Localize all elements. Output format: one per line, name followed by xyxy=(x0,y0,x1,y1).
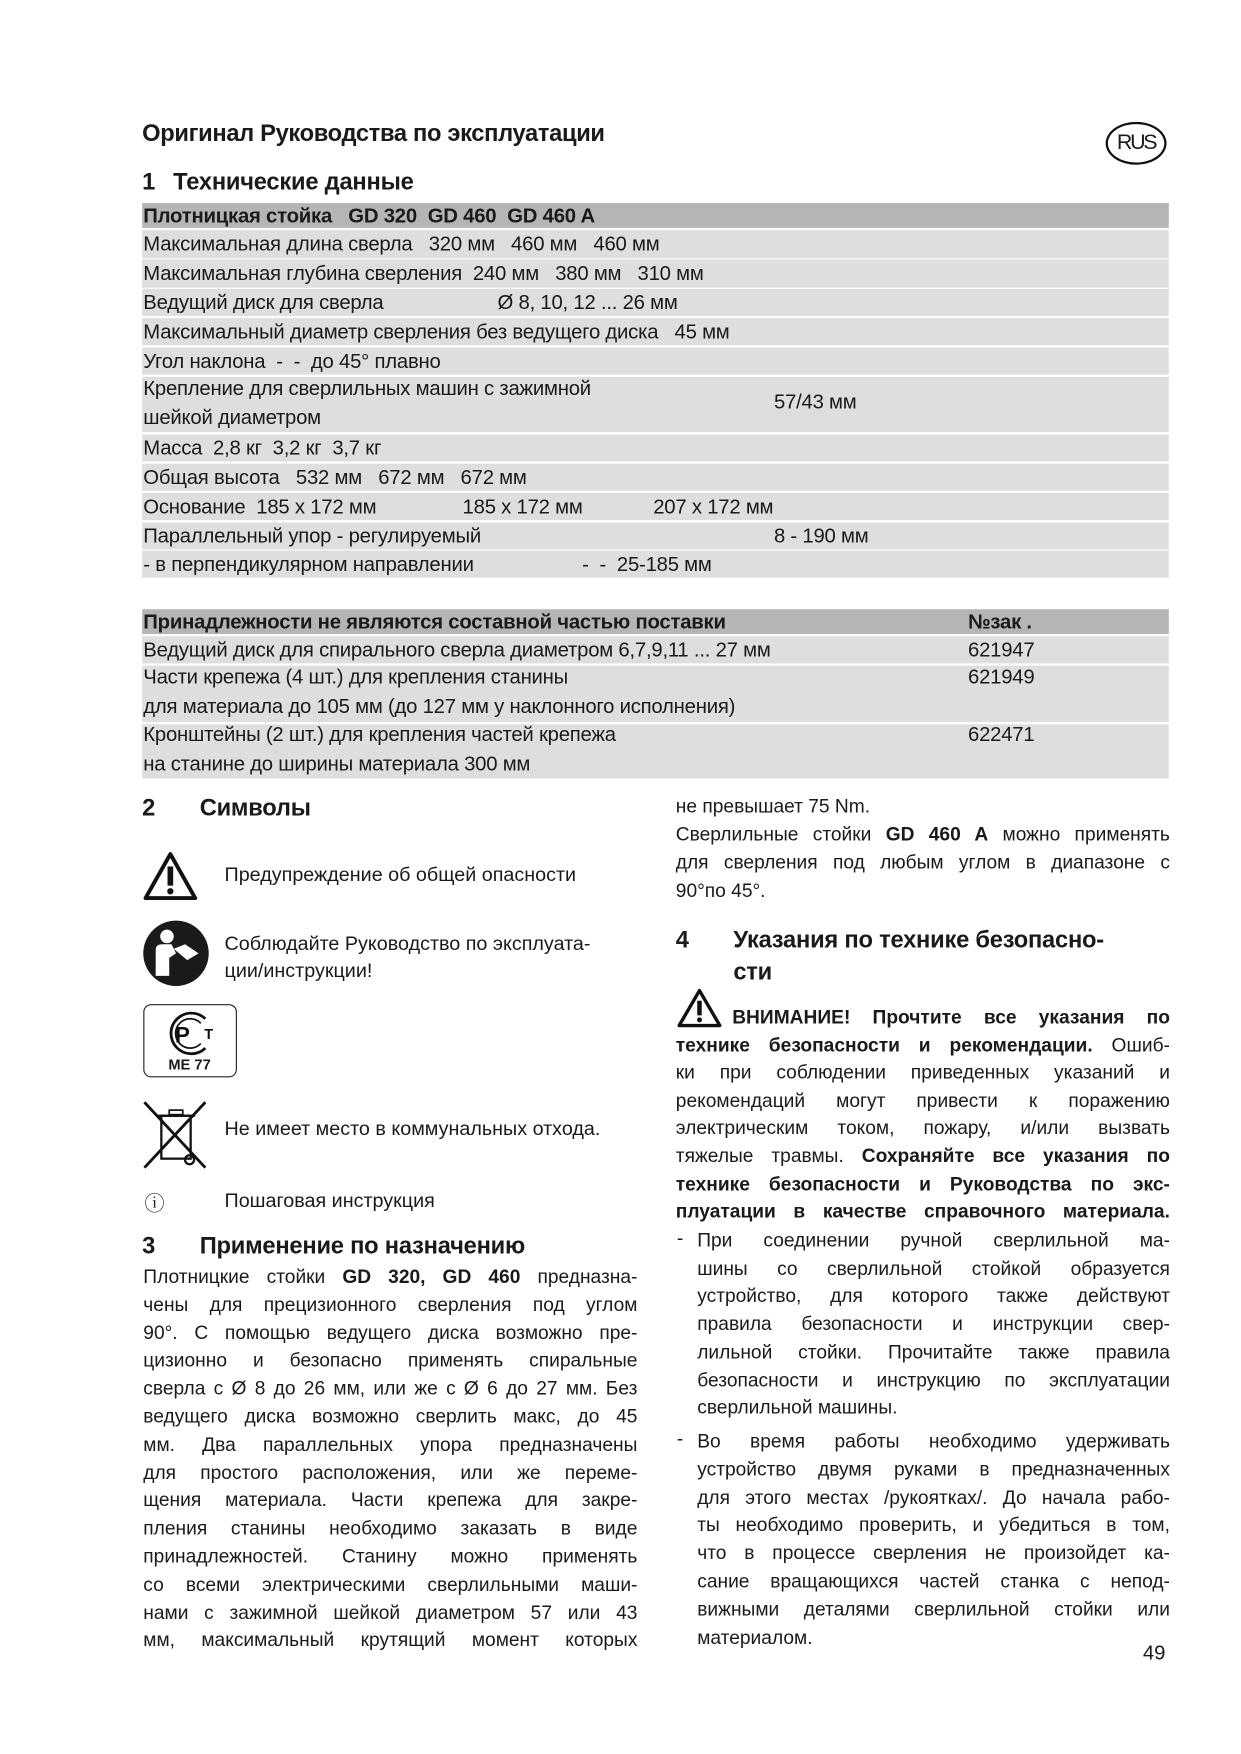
section-2-heading xyxy=(142,795,311,822)
section-number: 2 xyxy=(142,795,156,822)
header-cell: Плотницкая стойка GD 320 GD 460 GD 460 A xyxy=(143,204,595,227)
bold-text: Сохраняйте все указания по xyxy=(861,1145,1170,1167)
svg-text:T: T xyxy=(204,1027,214,1044)
text: 90°по 45°. xyxy=(675,879,766,902)
cell: Ведущий диск для сверла xyxy=(143,291,384,314)
table-row xyxy=(142,289,1169,316)
text-line xyxy=(697,1512,1170,1539)
text-line xyxy=(143,1292,637,1319)
text-line xyxy=(676,821,1170,848)
cell: на станине до ширины материала 300 мм xyxy=(143,752,531,776)
text-line xyxy=(697,1624,1170,1651)
text: Плотницкие стойки xyxy=(143,1265,343,1288)
symbol-text: Предупреждение об общей опасности xyxy=(224,863,577,886)
cell: Ø 8, 10, 12 ... 26 мм xyxy=(497,291,678,314)
text: чены для прецизионного сверления под углом xyxy=(143,1293,638,1316)
text: безопасности и инструкцию по эксплуатации xyxy=(697,1369,1170,1391)
order-number: 622471 xyxy=(967,723,1035,746)
text: для простого расположения, или же переме- xyxy=(143,1461,638,1484)
section-number: 4 xyxy=(675,927,689,954)
text-line xyxy=(697,1456,1170,1483)
document-title: Оригинал Руководства по эксплуатации xyxy=(142,120,605,147)
bold-text: GD 460 A xyxy=(885,823,989,846)
text: устройство двумя руками в предназначенных xyxy=(697,1458,1170,1480)
cell: 8 - 190 мм xyxy=(773,524,869,548)
tech-table-header xyxy=(142,203,1169,228)
table-row xyxy=(142,636,1169,663)
symbol-text: Пошаговая инструкция xyxy=(224,1189,435,1212)
text: пления станины необходимо заказать в виде xyxy=(143,1517,638,1540)
table-row xyxy=(142,551,1169,578)
text-line xyxy=(676,1143,1170,1170)
text-line xyxy=(676,1171,1170,1198)
cell: Ведущий диск для спирального сверла диаметром 6,7,9,11 ... 27 мм xyxy=(143,638,771,662)
text-line xyxy=(676,878,1170,905)
text-line xyxy=(676,1198,1170,1225)
text-line xyxy=(143,1459,637,1486)
text-line xyxy=(732,1004,1170,1031)
text-line xyxy=(143,1543,637,1570)
text-line xyxy=(143,1627,637,1654)
section-title: Указания по технике безопасно- xyxy=(733,927,1104,954)
text: ки при соблюдении приведенных указаний и xyxy=(675,1061,1170,1084)
cell: 57/43 мм xyxy=(773,390,857,413)
pct-logo-icon xyxy=(160,1010,223,1057)
cell: Кронштейны (2 шт.) для крепления частей крепежа xyxy=(143,723,616,746)
read-manual-icon xyxy=(142,919,210,987)
text-line xyxy=(697,1227,1170,1254)
cell: Общая высота 532 мм 672 мм 672 мм xyxy=(143,465,527,489)
cell: шейкой диаметром xyxy=(143,406,321,429)
cell: Основание 185 x 172 мм xyxy=(143,495,377,518)
text-line xyxy=(697,1395,1170,1422)
header-cell: №зак . xyxy=(967,610,1032,633)
warning-triangle-icon xyxy=(676,988,723,1029)
bold-text: GD 320, GD 460 xyxy=(342,1265,521,1288)
cell: Угол наклона - - до 45° плавно xyxy=(143,349,441,373)
text-line xyxy=(143,1515,637,1542)
text: рекомендаций могут привести к поражению xyxy=(675,1089,1170,1112)
text: для этого местах /рукоятках/. До начала рабо- xyxy=(697,1486,1170,1508)
text-line xyxy=(697,1367,1170,1394)
text-line xyxy=(143,1264,637,1291)
text: со всеми электрическими сверлильными маши- xyxy=(143,1573,638,1596)
text-line xyxy=(143,1375,637,1402)
svg-text:P: P xyxy=(174,1022,190,1048)
cell: 207 x 172 мм xyxy=(653,495,774,518)
text-line xyxy=(676,1060,1170,1087)
text: правила безопасности и инструкции свер- xyxy=(697,1313,1170,1335)
cell: Максимальная глубина сверления 240 мм 380 мм 310 мм xyxy=(143,261,704,285)
text: При соединении ручной сверлильной ма- xyxy=(697,1229,1170,1252)
language-badge: RUS xyxy=(1106,122,1167,165)
text: сверла с Ø 8 до 26 мм, или же с Ø 6 до 27 мм. Без xyxy=(143,1377,638,1400)
text-line xyxy=(143,1599,637,1626)
text-line xyxy=(697,1428,1170,1455)
cell: Параллельный упор - регулируемый xyxy=(143,524,481,548)
text: для сверления под любым углом в диапазоне с xyxy=(675,851,1170,874)
text-line xyxy=(697,1540,1170,1567)
symbol-text: Не имеет место в коммунальных отхода. xyxy=(224,1116,601,1140)
text-line xyxy=(697,1339,1170,1366)
table-row xyxy=(142,493,1169,520)
text-line: Соблюдайте Руководство по эксплуата- xyxy=(224,931,591,955)
table-row xyxy=(142,259,1169,287)
cell: Крепление для сверлильных машин с зажимной xyxy=(143,376,591,400)
table-row xyxy=(142,464,1169,491)
text: ведущего диска возможно сверлить макс, до 45 xyxy=(143,1405,638,1428)
text-line xyxy=(676,1087,1170,1114)
text: предназна- xyxy=(520,1265,638,1288)
accessories-table-header xyxy=(142,609,1169,634)
text: мм, максимальный крутящий момент которых xyxy=(143,1629,638,1651)
text-line xyxy=(697,1596,1170,1623)
cell: 185 x 172 мм xyxy=(462,495,583,518)
text: вижными деталями сверлильной стойки или xyxy=(697,1598,1170,1620)
info-icon: ⓘ xyxy=(144,1192,165,1216)
cell: Максимальный диаметр сверления без ведущего диска 45 мм xyxy=(143,320,730,343)
cell: Максимальная длина сверла 320 мм 460 мм 460 мм xyxy=(143,232,660,255)
text: Ошиб- xyxy=(1092,1034,1170,1056)
text-line xyxy=(143,1431,637,1458)
table-row xyxy=(142,230,1169,258)
text: щения материала. Части крепежа для закре- xyxy=(143,1489,638,1512)
section-3-heading xyxy=(142,1233,526,1260)
pct-certification-mark xyxy=(143,1004,237,1077)
text: устройство, для которого также действуют xyxy=(697,1285,1170,1307)
section-title: Применение по назначению xyxy=(199,1233,526,1260)
text: ты необходимо проверить, и убедиться в том, xyxy=(697,1514,1170,1536)
text: сание вращающихся частей станка с непод- xyxy=(697,1570,1170,1592)
text: Во время работы необходимо удерживать xyxy=(697,1430,1170,1452)
section-title: Символы xyxy=(199,795,311,822)
cell: Масса 2,8 кг 3,2 кг 3,7 кг xyxy=(143,436,382,460)
text-line xyxy=(143,1571,637,1598)
warning-triangle-icon xyxy=(142,851,198,903)
section-title: Технические данные xyxy=(173,169,414,196)
text: мм. Два параллельных упора предназначены xyxy=(143,1433,638,1456)
bold-text: технике безопасности и Руководства по экс- xyxy=(675,1172,1170,1195)
table-row xyxy=(142,318,1169,345)
section-4-heading xyxy=(675,925,1104,985)
text-line xyxy=(676,850,1170,877)
text: электрическим током, пожару, и/или вызвать xyxy=(675,1117,1170,1139)
table-row xyxy=(142,434,1169,461)
text: 90°. С помощью ведущего диска возможно пре- xyxy=(143,1321,638,1344)
text-line xyxy=(697,1568,1170,1595)
text-line xyxy=(143,1487,637,1514)
text-line: ции/инструкции! xyxy=(224,958,373,982)
crossed-bin-icon xyxy=(142,1100,207,1170)
table-row xyxy=(142,377,1169,432)
text-line xyxy=(143,1348,637,1375)
bold-text: технике безопасности и рекомендации. xyxy=(675,1034,1093,1056)
text-line xyxy=(143,1403,637,1430)
text: лильной стойки. Прочитайте также правила xyxy=(697,1341,1170,1363)
section-number: 1 xyxy=(142,169,156,196)
text: тяжелые травмы. xyxy=(675,1145,862,1167)
symbol-text xyxy=(225,930,591,984)
section-title: сти xyxy=(733,958,773,985)
cell: - в перпендикулярном направлении xyxy=(143,552,474,576)
text: нами с зажимной шейкой диаметром 57 или 43 xyxy=(143,1601,638,1624)
text-line xyxy=(697,1283,1170,1310)
text: материалом. xyxy=(697,1626,813,1648)
bullet: - xyxy=(676,1428,684,1450)
text: принадлежностей. Станину можно применять xyxy=(143,1545,638,1568)
text: Сверлильные стойки xyxy=(675,823,886,846)
text-line xyxy=(676,1115,1170,1142)
order-number: 621949 xyxy=(967,665,1035,689)
bold-text: ВНИМАНИЕ! Прочтите все указания по xyxy=(732,1006,1170,1028)
table-row xyxy=(142,522,1169,549)
text: не превышает 75 Nm. xyxy=(675,795,871,817)
bullet: - xyxy=(676,1227,684,1249)
text: можно применять xyxy=(988,823,1170,846)
bold-text: плуатации в качестве справочного материала. xyxy=(675,1200,1170,1223)
text-line xyxy=(143,1320,637,1347)
cell: - - 25-185 мм xyxy=(582,552,712,576)
table-row xyxy=(142,347,1169,374)
text-line xyxy=(676,1032,1170,1059)
text: цизионно и безопасно применять спиральные xyxy=(143,1349,638,1372)
text: шины со сверлильной стойкой образуется xyxy=(697,1257,1170,1280)
table-row xyxy=(142,666,1169,722)
text: сверлильной машины. xyxy=(697,1396,898,1419)
section-1-heading xyxy=(142,169,413,196)
order-number: 621947 xyxy=(967,638,1035,662)
section-number: 3 xyxy=(142,1233,156,1260)
cell: для материала до 105 мм (до 127 мм у наклонного исполнения) xyxy=(143,694,736,718)
text: что в процессе сверления не произойдет ка- xyxy=(697,1542,1170,1564)
table-row xyxy=(142,724,1169,778)
text-line xyxy=(697,1255,1170,1282)
page-number: 49 xyxy=(1142,1641,1166,1665)
text-line xyxy=(676,793,1170,820)
header-cell: Принадлежности не являются составной частью поставки xyxy=(143,610,726,633)
text-line xyxy=(697,1484,1170,1511)
text-line xyxy=(697,1311,1170,1338)
cell: Части крепежа (4 шт.) для крепления станины xyxy=(143,665,569,689)
certificate-code: ME 77 xyxy=(168,1055,211,1073)
